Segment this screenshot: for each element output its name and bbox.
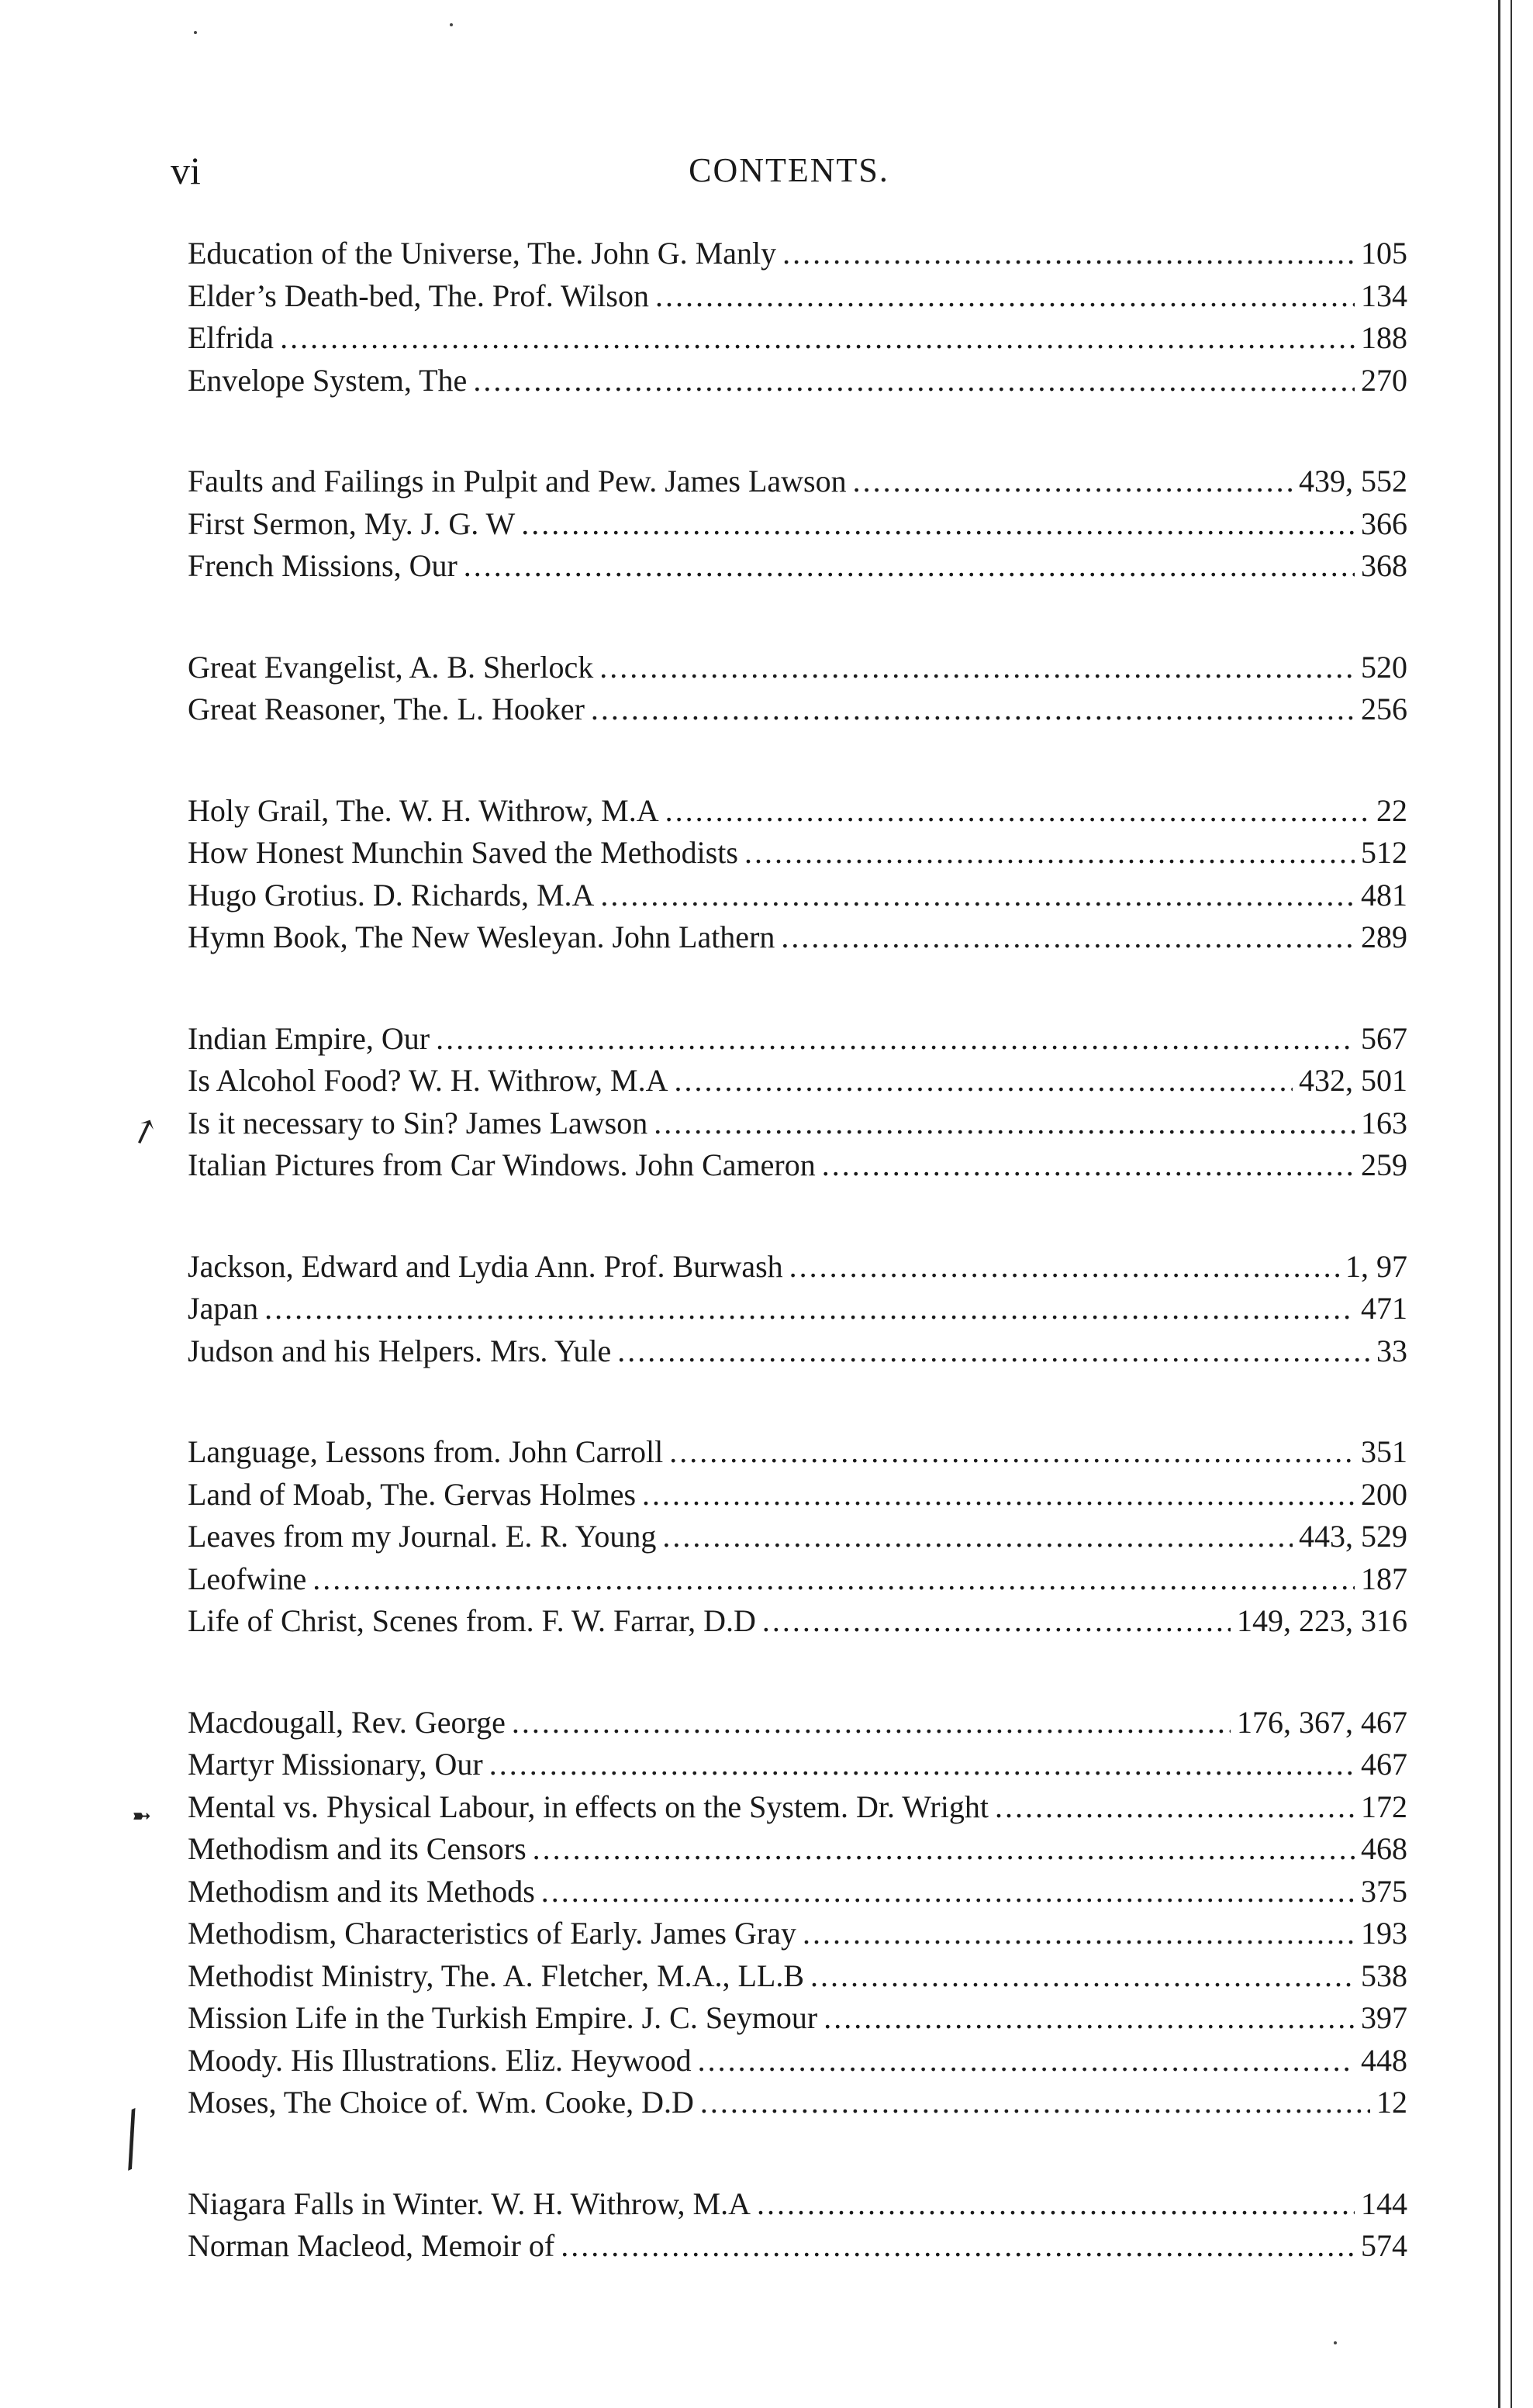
toc-entry bbox=[188, 2040, 1407, 2082]
entry-title: Indian Empire, Our bbox=[188, 1020, 430, 1056]
margin-arrow-mark: ↗ bbox=[124, 1109, 164, 1154]
entry-pages: 270 bbox=[1361, 362, 1407, 398]
dot-leader bbox=[280, 317, 1355, 360]
dot-leader bbox=[561, 2225, 1355, 2268]
dot-leader bbox=[698, 2040, 1355, 2082]
entry-pages: 259 bbox=[1361, 1147, 1407, 1182]
toc-entry bbox=[188, 1702, 1407, 1744]
entry-pages: 172 bbox=[1361, 1789, 1407, 1824]
entry-pages: 467 bbox=[1361, 1747, 1407, 1782]
entry-pages: 187 bbox=[1361, 1561, 1407, 1596]
toc-entry bbox=[188, 1144, 1407, 1187]
dot-leader bbox=[675, 1060, 1293, 1102]
toc-entry bbox=[188, 360, 1407, 402]
toc-entry bbox=[188, 2082, 1407, 2124]
entry-title: Mission Life in the Turkish Empire. J. C. Seymour bbox=[188, 2000, 818, 2035]
dot-leader bbox=[810, 1955, 1355, 1998]
entry-title: Hugo Grotius. D. Richards, M.A bbox=[188, 877, 595, 912]
entry-title: Niagara Falls in Winter. W. H. Withrow, M.A bbox=[188, 2185, 751, 2221]
entry-title: Norman Macleod, Memoir of bbox=[188, 2228, 555, 2263]
toc-entry bbox=[188, 2183, 1407, 2226]
speck bbox=[194, 31, 197, 34]
toc-entry bbox=[188, 1018, 1407, 1061]
binding-edge bbox=[1498, 0, 1500, 2408]
dot-leader bbox=[781, 916, 1355, 959]
dot-leader bbox=[803, 1913, 1355, 1955]
toc-entry bbox=[188, 461, 1407, 503]
dot-leader bbox=[669, 1431, 1355, 1474]
binding-edge bbox=[1511, 0, 1512, 2408]
toc-entry bbox=[188, 1871, 1407, 1913]
entry-pages: 176, 367, 467 bbox=[1237, 1704, 1407, 1740]
dot-leader bbox=[617, 1330, 1370, 1373]
dot-leader bbox=[642, 1474, 1355, 1516]
dot-leader bbox=[995, 1786, 1355, 1829]
entry-pages: 368 bbox=[1361, 548, 1407, 583]
toc-entry bbox=[188, 317, 1407, 360]
toc-entry bbox=[188, 1997, 1407, 2040]
entry-title: Education of the Universe, The. John G. Manly bbox=[188, 236, 777, 271]
entry-pages: 574 bbox=[1361, 2228, 1407, 2263]
dot-leader bbox=[473, 360, 1355, 402]
toc-entry bbox=[188, 1828, 1407, 1871]
toc-entry bbox=[188, 1431, 1407, 1474]
toc-group bbox=[188, 233, 1407, 402]
toc-entry bbox=[188, 1288, 1407, 1330]
toc-entry bbox=[188, 916, 1407, 959]
dot-leader bbox=[436, 1018, 1355, 1061]
entry-title: Japan bbox=[188, 1291, 259, 1326]
dot-leader bbox=[521, 503, 1355, 546]
entry-pages: 375 bbox=[1361, 1873, 1407, 1909]
entry-title: Elder’s Death-bed, The. Prof. Wilson bbox=[188, 278, 649, 313]
toc-entry bbox=[188, 1600, 1407, 1643]
entry-title: French Missions, Our bbox=[188, 548, 457, 583]
entry-title: Martyr Missionary, Our bbox=[188, 1747, 483, 1782]
toc-entry bbox=[188, 790, 1407, 833]
toc-group bbox=[188, 1246, 1407, 1373]
entry-pages: 351 bbox=[1361, 1434, 1407, 1469]
dot-leader bbox=[533, 1828, 1355, 1871]
entry-pages: 520 bbox=[1361, 649, 1407, 685]
dot-leader bbox=[757, 2183, 1355, 2226]
entry-title: Is it necessary to Sin? James Lawson bbox=[188, 1105, 648, 1140]
dot-leader bbox=[662, 1516, 1293, 1558]
dot-leader bbox=[654, 1102, 1355, 1145]
dot-leader bbox=[822, 1144, 1355, 1187]
entry-title: Land of Moab, The. Gervas Holmes bbox=[188, 1476, 637, 1512]
toc-entry bbox=[188, 688, 1407, 731]
entry-title: Macdougall, Rev. George bbox=[188, 1704, 506, 1740]
entry-pages: 481 bbox=[1361, 877, 1407, 912]
entry-title: First Sermon, My. J. G. W bbox=[188, 505, 516, 541]
toc-entry bbox=[188, 647, 1407, 689]
toc-entry bbox=[188, 1330, 1407, 1373]
table-of-contents bbox=[188, 233, 1407, 2327]
entry-title: Methodism, Characteristics of Early. James Gray bbox=[188, 1916, 796, 1951]
toc-group bbox=[188, 2183, 1407, 2268]
entry-pages: 471 bbox=[1361, 1291, 1407, 1326]
entry-title: Is Alcohol Food? W. H. Withrow, M.A bbox=[188, 1063, 668, 1098]
entry-pages: 567 bbox=[1361, 1020, 1407, 1056]
entry-title: Judson and his Helpers. Mrs. Yule bbox=[188, 1333, 612, 1368]
entry-pages: 432, 501 bbox=[1299, 1063, 1407, 1098]
margin-stroke-mark: ╱ bbox=[109, 2110, 155, 2169]
entry-title: Hymn Book, The New Wesleyan. John Lathern bbox=[188, 919, 775, 954]
dot-leader bbox=[762, 1600, 1231, 1643]
entry-title: Holy Grail, The. W. H. Withrow, M.A bbox=[188, 792, 659, 828]
dot-leader bbox=[744, 832, 1355, 875]
running-title: CONTENTS. bbox=[689, 151, 889, 189]
toc-group bbox=[188, 1018, 1407, 1187]
dot-leader bbox=[464, 545, 1355, 588]
entry-pages: 12 bbox=[1376, 2085, 1407, 2120]
toc-entry bbox=[188, 275, 1407, 318]
toc-entry bbox=[188, 1246, 1407, 1289]
dot-leader bbox=[665, 790, 1370, 833]
entry-title: Mental vs. Physical Labour, in effects on the System. Dr. Wright bbox=[188, 1789, 989, 1824]
toc-entry bbox=[188, 545, 1407, 588]
entry-pages: 193 bbox=[1361, 1916, 1407, 1951]
entry-title: Jackson, Edward and Lydia Ann. Prof. Burwash bbox=[188, 1248, 783, 1284]
toc-entry bbox=[188, 1955, 1407, 1998]
toc-entry bbox=[188, 2225, 1407, 2268]
page-header bbox=[171, 147, 1407, 194]
entry-title: Great Evangelist, A. B. Sherlock bbox=[188, 649, 594, 685]
dot-leader bbox=[655, 275, 1355, 318]
speck bbox=[450, 23, 453, 26]
toc-entry bbox=[188, 1558, 1407, 1601]
entry-pages: 149, 223, 316 bbox=[1237, 1603, 1407, 1638]
entry-title: Faults and Failings in Pulpit and Pew. James Lawson bbox=[188, 464, 847, 499]
entry-pages: 439, 552 bbox=[1299, 464, 1407, 499]
entry-pages: 134 bbox=[1361, 278, 1407, 313]
entry-pages: 538 bbox=[1361, 1958, 1407, 1993]
entry-title: Leaves from my Journal. E. R. Young bbox=[188, 1519, 657, 1554]
entry-title: Great Reasoner, The. L. Hooker bbox=[188, 692, 585, 726]
entry-title: Moses, The Choice of. Wm. Cooke, D.D bbox=[188, 2085, 694, 2120]
toc-group bbox=[188, 1431, 1407, 1643]
speck bbox=[1334, 2341, 1337, 2344]
toc-group bbox=[188, 790, 1407, 959]
toc-entry bbox=[188, 1474, 1407, 1516]
entry-pages: 188 bbox=[1361, 320, 1407, 355]
dot-leader bbox=[312, 1558, 1355, 1601]
toc-entry bbox=[188, 1516, 1407, 1558]
entry-pages: 289 bbox=[1361, 919, 1407, 954]
entry-title: Italian Pictures from Car Windows. John Cameron bbox=[188, 1147, 816, 1182]
toc-entry bbox=[188, 875, 1407, 917]
entry-title: Envelope System, The bbox=[188, 362, 468, 398]
toc-entry bbox=[188, 832, 1407, 875]
dot-leader bbox=[599, 647, 1355, 689]
entry-pages: 397 bbox=[1361, 2000, 1407, 2035]
dot-leader bbox=[600, 875, 1355, 917]
entry-pages: 163 bbox=[1361, 1105, 1407, 1140]
dot-leader bbox=[512, 1702, 1231, 1744]
dot-leader bbox=[789, 1246, 1339, 1289]
toc-group bbox=[188, 647, 1407, 731]
entry-pages: 105 bbox=[1361, 236, 1407, 271]
dot-leader bbox=[591, 688, 1355, 731]
dot-leader bbox=[823, 1997, 1355, 2040]
dot-leader bbox=[782, 233, 1355, 275]
page-number: vi bbox=[171, 149, 201, 192]
dot-leader bbox=[264, 1288, 1355, 1330]
toc-entry bbox=[188, 1060, 1407, 1102]
toc-entry bbox=[188, 1102, 1407, 1145]
entry-title: Life of Christ, Scenes from. F. W. Farrar, D.D bbox=[188, 1603, 756, 1638]
entry-title: Leofwine bbox=[188, 1561, 307, 1596]
entry-pages: 256 bbox=[1361, 692, 1407, 726]
dot-leader bbox=[541, 1871, 1355, 1913]
toc-entry bbox=[188, 233, 1407, 275]
entry-title: Methodism and its Methods bbox=[188, 1873, 535, 1909]
entry-pages: 144 bbox=[1361, 2185, 1407, 2221]
entry-pages: 1, 97 bbox=[1345, 1248, 1407, 1284]
dot-leader bbox=[853, 461, 1293, 503]
entry-title: Language, Lessons from. John Carroll bbox=[188, 1434, 664, 1469]
dot-leader bbox=[489, 1744, 1355, 1786]
entry-title: Methodist Ministry, The. A. Fletcher, M.A., LL.B bbox=[188, 1958, 805, 1993]
entry-title: Methodism and its Censors bbox=[188, 1831, 527, 1866]
toc-group bbox=[188, 461, 1407, 588]
dot-leader bbox=[700, 2082, 1370, 2124]
entry-pages: 33 bbox=[1376, 1333, 1407, 1368]
entry-pages: 443, 529 bbox=[1299, 1519, 1407, 1554]
toc-entry bbox=[188, 503, 1407, 546]
entry-title: How Honest Munchin Saved the Methodists bbox=[188, 835, 738, 870]
toc-entry bbox=[188, 1744, 1407, 1786]
margin-hand-mark: ➼ bbox=[132, 1803, 152, 1829]
entry-pages: 200 bbox=[1361, 1476, 1407, 1512]
entry-title: Elfrida bbox=[188, 320, 274, 355]
entry-pages: 448 bbox=[1361, 2042, 1407, 2078]
entry-pages: 22 bbox=[1376, 792, 1407, 828]
toc-entry bbox=[188, 1913, 1407, 1955]
entry-pages: 468 bbox=[1361, 1831, 1407, 1866]
toc-entry bbox=[188, 1786, 1407, 1829]
toc-group bbox=[188, 1702, 1407, 2124]
entry-title: Moody. His Illustrations. Eliz. Heywood bbox=[188, 2042, 692, 2078]
entry-pages: 366 bbox=[1361, 505, 1407, 541]
entry-pages: 512 bbox=[1361, 835, 1407, 870]
